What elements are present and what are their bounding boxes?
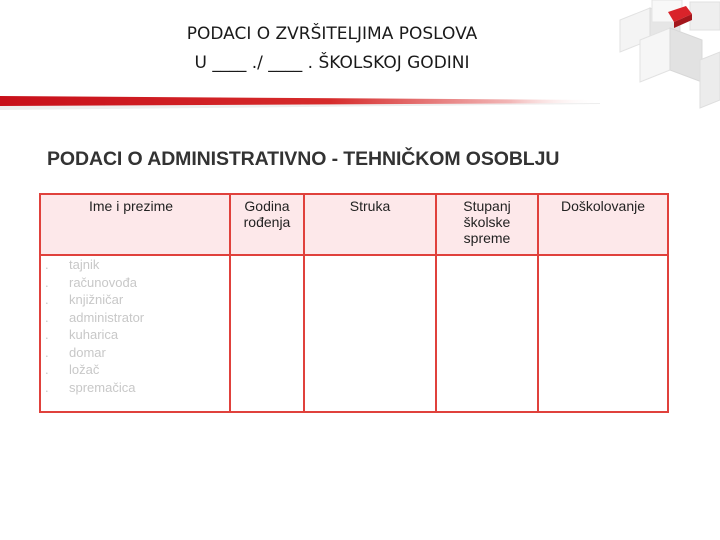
column-header-birth-year: Godina rođenja	[230, 194, 304, 255]
column-header-education-level: Stupanj školske spreme	[436, 194, 538, 255]
section-heading: PODACI O ADMINISTRATIVNO - TEHNIČKOM OSOBLJU	[47, 148, 560, 170]
red-divider-bar	[0, 94, 600, 110]
list-item: . knjižničar	[45, 292, 124, 307]
list-item: . ložač	[45, 362, 100, 377]
cell-education-level[interactable]	[436, 255, 538, 412]
list-item: . domar	[45, 344, 106, 360]
list-item: . kuharica	[45, 327, 119, 342]
table-header-row	[40, 194, 668, 255]
column-header-further-training: Doškolovanje	[538, 194, 668, 255]
list-item: . administrator	[45, 309, 145, 325]
staff-table	[39, 193, 669, 413]
title-line-2: U ____ ./ ____ . ŠKOLSKOJ GODINI	[194, 53, 470, 73]
cell-roles[interactable]	[40, 255, 230, 412]
column-header-name: Ime i prezime	[40, 194, 230, 255]
column-header-profession: Struka	[304, 194, 436, 255]
table-row	[40, 255, 668, 412]
cell-birth-year[interactable]	[230, 255, 304, 412]
title-line-1: PODACI O ZVRŠITELJIMA POSLOVA	[186, 24, 478, 44]
slide-title	[0, 20, 664, 78]
list-item: . računovođa	[45, 274, 137, 290]
list-item: . tajnik	[45, 257, 100, 272]
cell-profession[interactable]	[304, 255, 436, 412]
cell-further-training[interactable]	[538, 255, 668, 412]
list-item: . spremačica	[45, 379, 136, 395]
roles-list	[41, 256, 229, 396]
stair-blocks-graphic	[590, 0, 720, 110]
